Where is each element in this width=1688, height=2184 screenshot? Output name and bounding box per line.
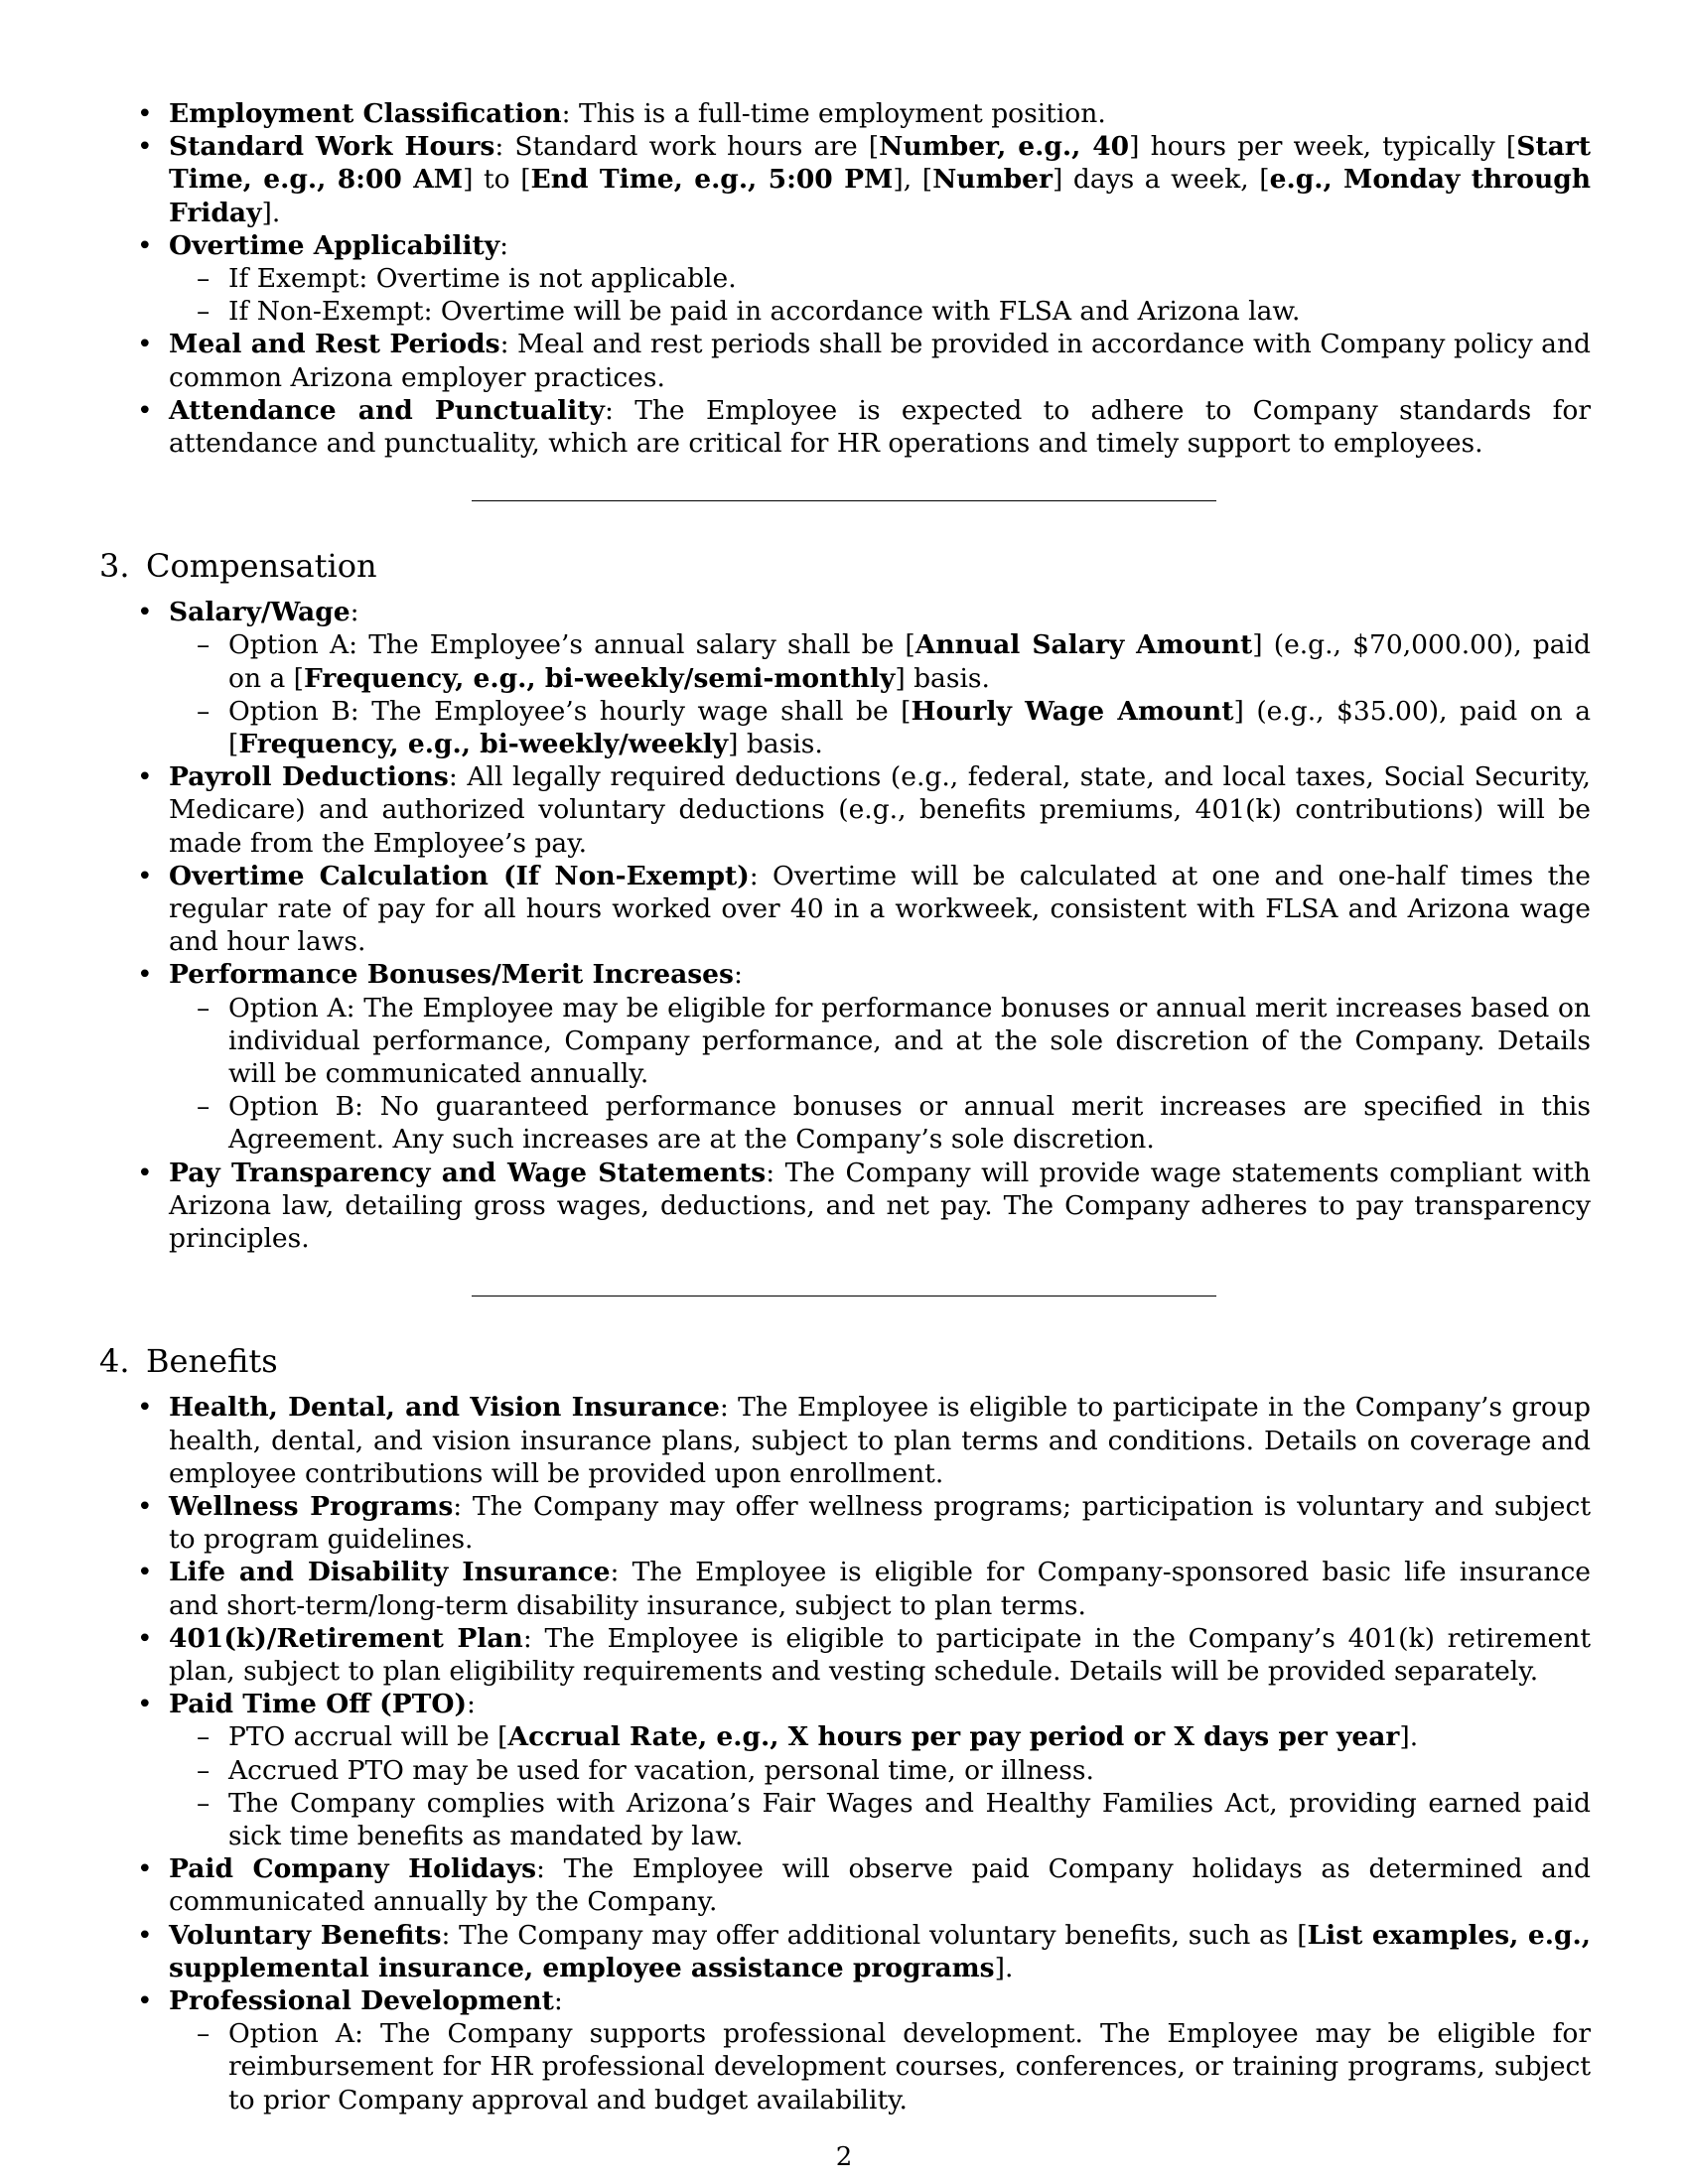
sub-list-item: – PTO accrual will be [Accrual Rate, e.g., X hours per pay period or X days per year].	[169, 1720, 1591, 1753]
sub-list	[169, 628, 1591, 760]
list-item: • Payroll Deductions: All legally required deductions (e.g., federal, state, and local taxes, Social Security, Medicare) and authorized voluntary deductions (e.g., benefits premiums, 401(k) contributions) will be made from the Employee’s pay.	[99, 760, 1591, 860]
list-item: • Salary/Wage: – Option A: The Employee’s annual salary shall be [Annual Salary Amount] (e.g., $70,000.00), paid on a [Frequency, e.g., bi-weekly/semi-monthly] basis. – Option B: The Employee’s hourly wage shall be [Hourly Wage Amount] (e.g., $35.00), paid on a [Frequency, e.g., bi-weekly/weekly] basis.	[99, 596, 1591, 760]
benefits-list	[99, 1391, 1591, 2116]
list-item: • Wellness Programs: The Company may offer wellness programs; participation is voluntary and subject to program guidelines.	[99, 1490, 1591, 1556]
list-item: • 401(k)/Retirement Plan: The Employee is eligible to participate in the Company’s 401(k) retirement plan, subject to plan eligibility requirements and vesting schedule. Details will be provided separately.	[99, 1622, 1591, 1688]
sub-list	[169, 992, 1591, 1157]
sub-list	[169, 1720, 1591, 1852]
list-item: • Paid Time Off (PTO): – PTO accrual will be [Accrual Rate, e.g., X hours per pay period or X days per year]. – Accrued PTO may be used for vacation, personal time, or illness. – The Company complies with Arizona’s Fair Wages and Healthy Families Act, providing earned paid sick time benefits as mandated by law.	[99, 1688, 1591, 1852]
list-item: • Professional Development: – Option A: The Company supports professional development. The Employee may be eligible for reimbursement for HR professional development courses, conferences, or training programs, subject to prior Company approval and budget availability.	[99, 1984, 1591, 2116]
sub-list-item: – Option B: The Employee’s hourly wage shall be [Hourly Wage Amount] (e.g., $35.00), paid on a [Frequency, e.g., bi-weekly/weekly] basis.	[169, 695, 1591, 760]
sub-list-item: – The Company complies with Arizona’s Fair Wages and Healthy Families Act, providing earned paid sick time benefits as mandated by law.	[169, 1787, 1591, 1852]
sub-list-item: – If Exempt: Overtime is not applicable.	[169, 262, 1591, 295]
employment-terms-list	[99, 97, 1591, 460]
section-divider	[472, 500, 1216, 501]
list-item: • Paid Company Holidays: The Employee will observe paid Company holidays as determined and communicated annually by the Company.	[99, 1852, 1591, 1918]
section-heading-compensation: 3. Compensation	[99, 547, 377, 586]
section-divider	[472, 1296, 1216, 1297]
sub-list	[169, 262, 1591, 328]
list-item: • Pay Transparency and Wage Statements: The Company will provide wage statements compliant with Arizona law, detailing gross wages, deductions, and net pay. The Company adheres to pay transparency principles.	[99, 1157, 1591, 1256]
list-item: • Life and Disability Insurance: The Employee is eligible for Company-sponsored basic life insurance and short-term/long-term disability insurance, subject to plan terms.	[99, 1556, 1591, 1621]
sub-list-item: – Option A: The Employee’s annual salary shall be [Annual Salary Amount] (e.g., $70,000.00), paid on a [Frequency, e.g., bi-weekly/semi-monthly] basis.	[169, 628, 1591, 694]
sub-list-item: – Option A: The Company supports professional development. The Employee may be eligible for reimbursement for HR professional development courses, conferences, or training programs, subject to prior Company approval and budget availability.	[169, 2017, 1591, 2116]
sub-list-item: – If Non-Exempt: Overtime will be paid in accordance with FLSA and Arizona law.	[169, 295, 1591, 328]
list-item: • Voluntary Benefits: The Company may offer additional voluntary benefits, such as [List examples, e.g., supplemental insurance, employee assistance programs].	[99, 1919, 1591, 1984]
list-item: • Overtime Applicability: – If Exempt: Overtime is not applicable. – If Non-Exempt: Overtime will be paid in accordance with FLSA and Arizona law.	[99, 229, 1591, 329]
section-heading-benefits: 4. Benefits	[99, 1342, 278, 1381]
list-item: • Health, Dental, and Vision Insurance: The Employee is eligible to participate in the Company’s group health, dental, and vision insurance plans, subject to plan terms and conditions. Details on coverage and employee contributions will be provided upon enrollment.	[99, 1391, 1591, 1490]
sub-list-item: – Option B: No guaranteed performance bonuses or annual merit increases are specified in this Agreement. Any such increases are at the Company’s sole discretion.	[169, 1090, 1591, 1156]
list-item: • Meal and Rest Periods: Meal and rest periods shall be provided in accordance with Company policy and common Arizona employer practices.	[99, 328, 1591, 393]
list-item: • Performance Bonuses/Merit Increases: – Option A: The Employee may be eligible for performance bonuses or annual merit increases based on individual performance, Company performance, and at the sole discretion of the Company. Details will be communicated annually. – Option B: No guaranteed performance bonuses or annual merit increases are specified in this Agreement. Any such increases are at the Company’s sole discretion.	[99, 958, 1591, 1156]
list-item: • Attendance and Punctuality: The Employee is expected to adhere to Company standards for attendance and punctuality, which are critical for HR operations and timely support to employees.	[99, 394, 1591, 460]
page-number: 2	[835, 2142, 853, 2172]
list-item: • Standard Work Hours: Standard work hours are [Number, e.g., 40] hours per week, typically [Start Time, e.g., 8:00 AM] to [End Time, e.g., 5:00 PM], [Number] days a week, [e.g., Monday through Friday].	[99, 130, 1591, 229]
sub-list-item: – Accrued PTO may be used for vacation, personal time, or illness.	[169, 1754, 1591, 1787]
list-item: • Employment Classification: This is a full-time employment position.	[99, 97, 1591, 130]
compensation-list	[99, 596, 1591, 1255]
sub-list-item: – Option A: The Employee may be eligible for performance bonuses or annual merit increases based on individual performance, Company performance, and at the sole discretion of the Company. Details will be communicated annually.	[169, 992, 1591, 1091]
sub-list	[169, 2017, 1591, 2116]
list-item: • Overtime Calculation (If Non-Exempt): Overtime will be calculated at one and one-half times the regular rate of pay for all hours worked over 40 in a workweek, consistent with FLSA and Arizona wage and hour laws.	[99, 860, 1591, 959]
document-body	[99, 97, 1591, 2116]
